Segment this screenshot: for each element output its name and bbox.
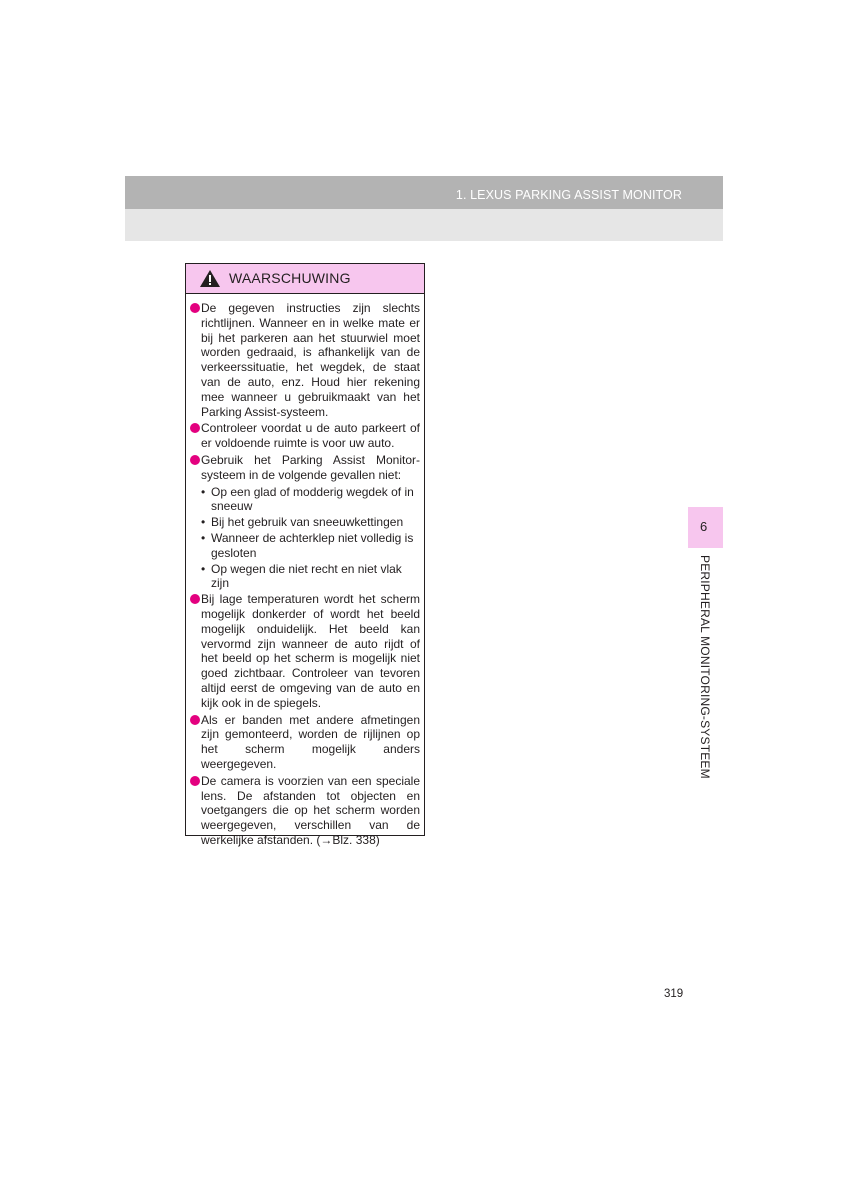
sub-bullet-icon: • bbox=[201, 530, 206, 545]
warning-title: WAARSCHUWING bbox=[229, 270, 351, 286]
bullet-dot-icon bbox=[190, 303, 200, 313]
sub-bullet-icon: • bbox=[201, 515, 206, 530]
warning-item bbox=[190, 713, 420, 772]
warning-sub-item bbox=[201, 531, 420, 561]
warning-sub-item bbox=[201, 515, 420, 530]
warning-header bbox=[186, 264, 424, 294]
bullet-dot-icon bbox=[190, 423, 200, 433]
warning-item-text: Bij lage temperaturen wordt het scherm mogelijk donkerder of wordt het beeld mogelijk onduidelijk. Het beeld kan vervormd zijn wanneer de auto rijdt of het beeld op het scherm is mogelijk niet goed zichtbaar. Controleer van tevoren altijd eerst de omgeving van de auto en kijk ook in de spiegels. bbox=[201, 592, 420, 710]
warning-triangle-icon bbox=[199, 269, 221, 288]
warning-item bbox=[190, 301, 420, 419]
chapter-label: PERIPHERAL MONITORING-SYSTEEM bbox=[698, 555, 712, 779]
bullet-dot-icon bbox=[190, 715, 200, 725]
warning-item bbox=[190, 453, 420, 483]
section-header-subbar bbox=[125, 209, 723, 241]
warning-item-text: Als er banden met andere afmetingen zijn gemonteerd, worden de rijlijnen op het scherm mogelijk anders weergegeven. bbox=[201, 712, 420, 771]
warning-box bbox=[185, 263, 425, 847]
page-number: 319 bbox=[664, 988, 684, 1000]
warning-item-text: De camera is voorzien van een speciale lens. De afstanden tot objecten en voetgangers die op het scherm worden weergegeven, verschillen van de werkelijke afstanden. (→Blz. 338) bbox=[201, 773, 420, 847]
warning-sub-item-text: Op een glad of modderig wegdek of in sneeuw bbox=[211, 484, 414, 514]
section-header-bar bbox=[125, 176, 723, 209]
warning-sub-item-text: Op wegen die niet recht en niet vlak zijn bbox=[211, 561, 402, 591]
sub-bullet-icon: • bbox=[201, 484, 206, 499]
warning-item-text: Gebruik het Parking Assist Monitor-systeem in de volgende gevallen niet: bbox=[201, 452, 420, 482]
warning-item bbox=[190, 774, 420, 848]
sub-bullet-icon: • bbox=[201, 561, 206, 576]
warning-sub-item-text: Bij het gebruik van sneeuwkettingen bbox=[211, 515, 404, 530]
warning-body bbox=[190, 301, 420, 850]
bullet-dot-icon bbox=[190, 776, 200, 786]
warning-sub-item-text: Wanneer de achterklep niet volledig is gesloten bbox=[211, 530, 414, 560]
bullet-dot-icon bbox=[190, 594, 200, 604]
warning-item-text: Controleer voordat u de auto parkeert of er voldoende ruimte is voor uw auto. bbox=[201, 421, 420, 451]
warning-item bbox=[190, 421, 420, 451]
chapter-number: 6 bbox=[700, 519, 708, 534]
bullet-dot-icon bbox=[190, 455, 200, 465]
warning-item bbox=[190, 592, 420, 710]
section-title: 1. LEXUS PARKING ASSIST MONITOR bbox=[455, 188, 682, 202]
warning-sub-item bbox=[201, 485, 420, 515]
warning-sub-item bbox=[201, 562, 420, 592]
warning-item-text: De gegeven instructies zijn slechts richtlijnen. Wanneer en in welke mate er bij het parkeren aan het stuurwiel moet worden gedraaid, is afhankelijk van de verkeerssituatie, het wegdek, de staat van de auto, enz. Houd hier rekening mee wanneer u gebruikmaakt van het Parking Assist-systeem. bbox=[201, 301, 420, 419]
chapter-tab bbox=[688, 507, 723, 548]
